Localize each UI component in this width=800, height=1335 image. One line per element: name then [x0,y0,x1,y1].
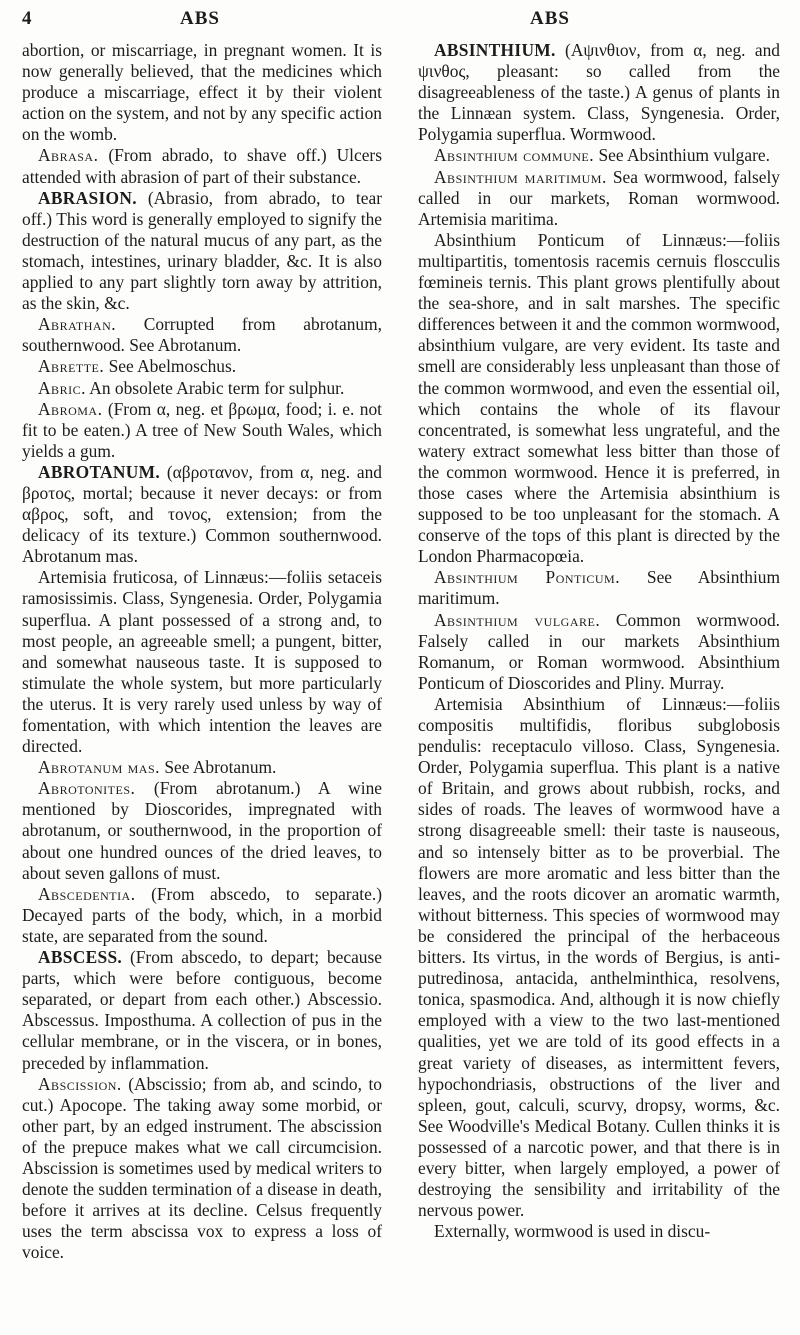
entry-abrasa [22,145,382,187]
headword: Abrasa. [38,145,99,166]
entry-abrathan [22,314,382,356]
entry-text: See Absinthium maritimum. [418,567,780,609]
entry-abortion-continued [22,40,382,145]
entry-abrotanum [22,462,382,567]
entry-externally [418,1221,780,1242]
entry-abrette [22,356,382,377]
headword: Abscedentia. [38,883,136,904]
entry-text: (From abscedo, to separate.) Decayed parts of the body, which, in a morbid state, are separated from the sound. [22,883,382,946]
headword: ABSINTHIUM. [434,40,556,60]
entry-absinthium-commune [418,145,780,166]
entry-text: See Absinthium vulgare. [594,145,770,166]
headword: Abrette. [38,356,105,377]
entry-absinthium-ponticum [418,567,780,609]
entry-absinthium-vulgare-description [418,694,780,1221]
entry-text: Sea wormwood, falsely called in our markets, Roman wormwood. Artemisia maritima. [418,166,780,229]
guide-word-left: ABS [180,8,220,29]
entry-absinthium-maritimum [418,167,780,230]
entry-abrasion [22,188,382,315]
headword: Absinthium Ponticum. [434,567,621,588]
entry-text: abortion, or miscarriage, in pregnant women. It is now generally believed, that the medicines which produce a miscarriage, effect it by their violent action on the system, and not by any specific action on the womb. [22,40,382,145]
entry-absinthium-vulgare [418,610,780,694]
headword: Absinthium vulgare. [434,609,601,630]
entry-text: Externally, wormwood is used in discu- [434,1221,711,1242]
entry-abrotanum-mas [22,757,382,778]
entry-abscess [22,947,382,1074]
entry-text: (From abrado, to shave off.) Ulcers attended with abrasion of part of their substance. [22,145,382,187]
entry-text: (From abrotanum.) A wine mentioned by Dioscorides, impregnated with abrotanum, or southernwood, in the proportion of about one hundred ounces of the dried leaves, to about seven gallons of must. [22,778,382,883]
entry-text: Common wormwood. Falsely called in our markets Absinthium Romanum, or Roman wormwood. Absinthium Ponticum of Dioscorides and Pliny. Murray. [418,609,780,693]
headword: ABSCESS. [38,947,123,968]
headword: Abscission. [38,1073,122,1094]
headword: Abric. [38,377,86,398]
headword: Absinthium maritimum. [434,166,607,187]
entry-text: (From α, neg. et βρωμα, food; i. e. not fit to be eaten.) A tree of New South Wales, which yields a gum. [22,398,382,461]
headword: ABRASION. [38,187,137,208]
running-header [0,6,800,32]
page-number: 4 [22,8,32,29]
entry-text: Corrupted from abrotanum, southernwood. See Abrotanum. [22,314,382,356]
entry-text: (From abscedo, to depart; because parts, which were before contiguous, become separated, or depart from each other.) Abscessio. Abscessus. Imposthuma. A collection of pus in the cellular membrane, or in the viscera, or in bones, preceded by inflammation. [22,947,382,1073]
entry-absinthium [418,40,780,145]
entry-text: Absinthium Ponticum of Linnæus:—foliis multipartitis, tomentosis racemis cernuis floscculis fœmineis ternis. This plant grows plentifully about the sea-shore, and in salt marshes. The specific differences between it and the common wormwood, absinthium vulgare, are very evident. Its taste and smell are considerably less unpleasant than those of the common wormwood, and even the essential oil, which contains the whole of its flavour concentrated, is somewhat less ungrateful, and the watery extract somewhat less bitter than those of the common wormwood. Hence it is preferred, in those cases where the Artemisia absinthium is supposed to be too unpleasant for the stomach. A conserve of the tops of this plant is directed by the London Pharmacopœia. [418,229,780,567]
entry-text: See Abelmoschus. [104,356,237,377]
entry-abrotonites [22,778,382,883]
headword: ABROTANUM. [38,461,160,482]
right-column [418,40,780,1330]
entry-text: An obsolete Arabic term for sulphur. [85,377,345,398]
left-column [22,40,382,1330]
headword: Absinthium commune. [434,145,595,166]
entry-abric [22,378,382,399]
entry-text: (Abrasio, from abrado, to tear off.) This word is generally employed to signify the destruction of the natural mucus of any part, as the stomach, intestines, urinary bladder, &c. It is also applied to any part slightly torn away by attrition, as the skin, &c. [22,187,382,314]
entry-abscission [22,1074,382,1264]
entry-text: Artemisia fruticosa, of Linnæus:—foliis setaceis ramosissimis. Class, Syngenesia. Order, Polygamia superflua. A plant possessed of a strong and, to most people, an agreeable smell; a pungent, bitter, and somewhat nauseous taste. It is supposed to stimulate the whole system, but more particularly the uterus. It is very rarely used unless by way of fomentation, with which intention the leaves are directed. [22,567,382,757]
entry-abrotanum-description [22,567,382,757]
entry-text: (αβροτανον, from α, neg. and βροτος, mortal; because it never decays: or from αβρος, soft, and τονος, extension; from the delicacy of its texture.) Common southernwood. Abrotanum mas. [22,461,382,567]
entry-text: (Abscissio; from ab, and scindo, to cut.) Apocope. The taking away some morbid, or other part, by an edged instrument. The abscission of the prepuce makes what we call circumcision. Abscission is sometimes used by medical writers to denote the sudden termination of a disease in death, before it arrives at its decline. Celsus frequently uses the term abscissa vox to express a loss of voice. [22,1073,382,1263]
headword: Abroma. [38,398,103,419]
entry-text: See Abrotanum. [159,757,277,778]
headword: Abrotonites. [38,778,136,799]
entry-abscedentia [22,884,382,947]
entry-text: (Αψινθιον, from α, neg. and ψινθος, pleasant: so called from the disagreeableness of the taste.) A genus of plants in the Linnæan system. Class, Syngenesia. Order, Polygamia superflua. Wormwood. [418,40,780,145]
headword: Abrathan. [38,314,117,335]
entry-absinthium-ponticum-description [418,230,780,568]
entry-abroma [22,399,382,462]
headword: Abrotanum mas. [38,757,160,778]
entry-text: Artemisia Absinthium of Linnæus:—foliis compositis multifidis, floribus subglobosis pendulis: receptaculo villoso. Class, Syngenesia. Order, Polygamia superflua. This plant is a native of Britain, and grows about rubbish, rocks, and sides of roads. The leaves of wormwood have a strong disagreeable smell: their taste is nauseous, and so intensely bitter as to be proverbial. The flowers are more aromatic and less bitter than the leaves, and the roots dicover an aromatic warmth, without bitterness. This species of wormwood may be considered the principal of the herbaceous bitters. Its virtus, in the words of Bergius, is anti-putredinosa, antacida, anthelminthica, resolvens, tonica, spasmodica. And, although it is now chiefly employed with a view to the two last-mentioned qualities, yet we are told of its good effects in a great variety of diseases, as intermittent fevers, hypochondriasis, obstructions of the liver and spleen, gout, calculi, scurvy, dropsy, worms, &c. See Woodville's Medical Botany. Cullen thinks it is possessed of a narcotic power, and that there is in every bitter, when largely employed, a power of destroying the sensibility and irritability of the nervous power. [418,693,780,1221]
guide-word-right: ABS [530,8,570,29]
